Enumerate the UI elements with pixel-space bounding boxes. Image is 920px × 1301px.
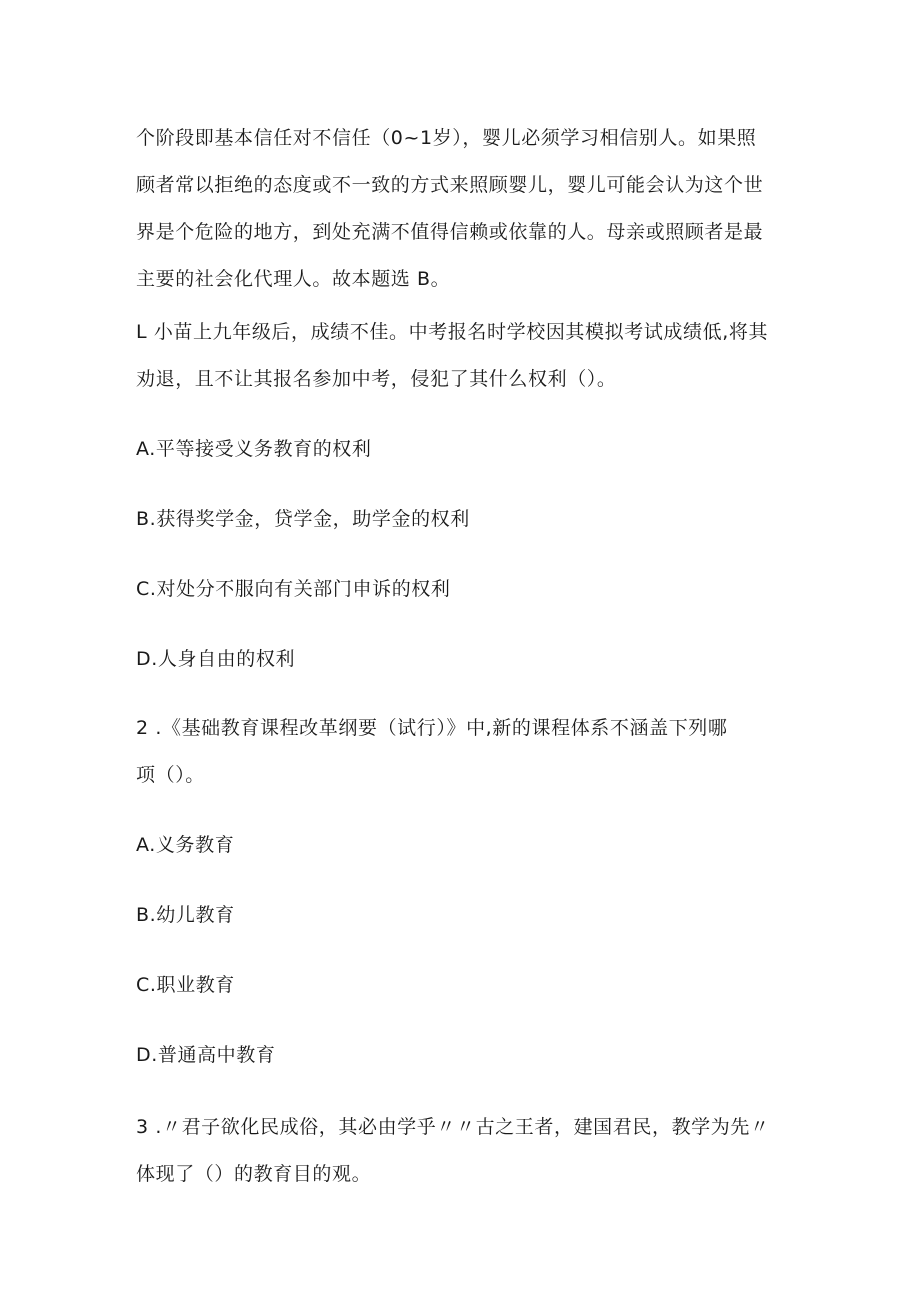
- question-3-stem: 3 .〃君子欲化民成俗，其必由学乎〃〃古之王者，建国君民，教学为先〃: [136, 1116, 770, 1138]
- question-1-option-d: D.人身自由的权利: [136, 648, 296, 670]
- question-1-stem: 劝退，且不让其报名参加中考，侵犯了其什么权利（）。: [136, 368, 617, 390]
- question-2-stem: 项（）。: [136, 764, 205, 786]
- question-3-stem: 体现了（）的教育目的观。: [136, 1163, 372, 1185]
- question-1-option-a: A.平等接受义务教育的权利: [136, 438, 372, 460]
- question-1-stem: L 小苗上九年级后，成绩不佳。中考报名时学校因其模拟考试成绩低,将其: [136, 321, 769, 343]
- question-1-option-b: B.获得奖学金，贷学金，助学金的权利: [136, 508, 470, 530]
- question-2-option-c: C.职业教育: [136, 974, 235, 996]
- question-1-option-c: C.对处分不服向有关部门申诉的权利: [136, 578, 451, 600]
- question-2-option-b: B.幼儿教育: [136, 904, 235, 926]
- question-2-stem: 2 .《基础教育课程改革纲要（试行）》中,新的课程体系不涵盖下列哪: [136, 717, 728, 739]
- explanation-line: 顾者常以拒绝的态度或不一致的方式来照顾婴儿，婴儿可能会认为这个世: [136, 174, 764, 196]
- explanation-line: 个阶段即基本信任对不信任（0~1岁），婴儿必须学习相信别人。如果照: [136, 127, 757, 149]
- explanation-line: 界是个危险的地方，到处充满不值得信赖或依靠的人。母亲或照顾者是最: [136, 221, 764, 243]
- question-2-option-d: D.普通高中教育: [136, 1044, 276, 1066]
- question-2-option-a: A.义务教育: [136, 834, 235, 856]
- explanation-line: 主要的社会化代理人。故本题选 B。: [136, 268, 451, 290]
